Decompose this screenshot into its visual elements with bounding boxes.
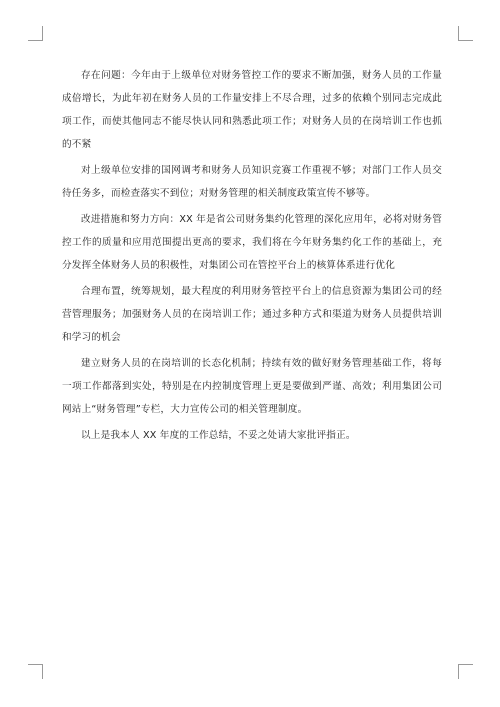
crop-mark-top-left [28,26,43,41]
paragraph-training-mechanism: 建立财务人员的在岗培训的长态化机制；持续有效的做好财务管理基础工作，将每一项工作都落到实处，特别是在内控制度管理上更是要做到严谨、高效；利用集团公司网站上“财务管理”专栏，大力宣传公司的相关管理制度。 [62,358,442,415]
document-body [62,64,442,450]
paragraph-closing: 以上是我本人 XX 年度的工作总结，不妥之处请大家批评指正。 [81,430,356,441]
crop-mark-top-right [458,26,473,41]
paragraph-problems: 存在问题：今年由于上级单位对财务管控工作的要求不断加强，财务人员的工作量成倍增长，为此年初在财务人员的工作量安排上不尽合理，过多的依赖个别同志完成此项工作，而使其他同志不能尽快认同和熟悉此项工作；对财务人员的在岗培训工作也抓的不紧 [62,70,442,150]
paragraph-problems-continued: 对上级单位安排的国网调考和财务人员知识竞赛工作重视不够；对部门工作人员交待任务多，而检查落实不到位；对财务管理的相关制度政策宣传不够等。 [62,165,442,199]
paragraph-improvements: 改进措施和努力方向：XX 年是省公司财务集约化管理的深化应用年，必将对财务管控工作的质量和应用范围提出更高的要求，我们将在今年财务集约化工作的基础上，充分发挥全体财务人员的积极性，对集团公司在管控平台上的核算体系进行优化 [62,214,442,271]
paragraph-improvements-continued: 合理布置，统筹规划，最大程度的利用财务管控平台上的信息资源为集团公司的经营管理服务；加强财务人员的在岗培训工作；通过多种方式和渠道为财务人员提供培训和学习的机会 [62,286,442,343]
crop-mark-bottom-right [458,664,473,679]
crop-mark-bottom-left [28,664,43,679]
